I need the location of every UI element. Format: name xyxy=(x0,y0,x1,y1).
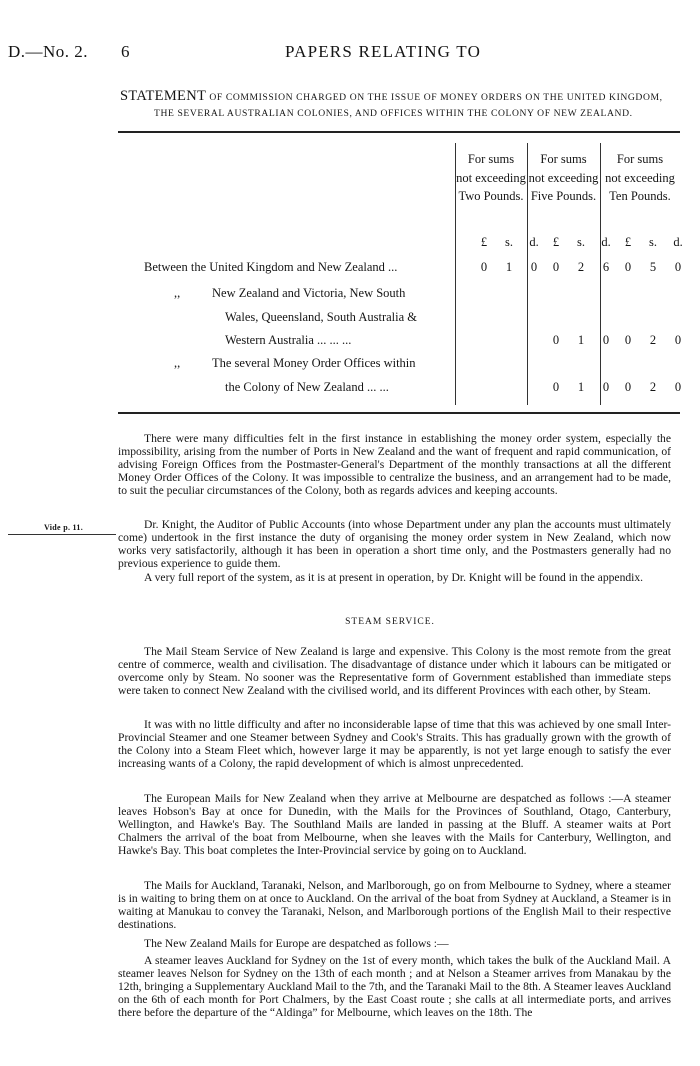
pence-value: 0 xyxy=(602,380,610,394)
paragraph-text: A very full report of the system, as it is at present in operation, by Dr. Knight will be found in the appendix. xyxy=(144,571,644,584)
pence-value: 0 xyxy=(674,380,682,394)
pounds-value: 0 xyxy=(480,260,488,274)
ditto-mark: ,, xyxy=(174,286,181,300)
amount-cell xyxy=(620,333,686,348)
table-row-label: The several Money Order Offices within xyxy=(212,356,416,370)
column-header-line: For sums xyxy=(540,152,587,166)
shillings-value: 2 xyxy=(649,380,657,394)
money-units-col1 xyxy=(476,235,542,250)
pound-unit: £ xyxy=(552,235,560,249)
table-row-label: New Zealand and Victoria, New South xyxy=(212,286,406,300)
shillings-value: 2 xyxy=(577,260,585,274)
paragraph-text: Dr. Knight, the Auditor of Public Accounts (into whose Department under any plan the accounts must ultimately come) undertook in the first instance the duty of organising the money order system in New Zealand, which now works very satisfactorily, although it has been in operation a short time only, and the Postmasters generally had no previous experience to guide them. xyxy=(118,518,671,571)
paragraph-auckland-mails xyxy=(118,879,671,931)
column-header-line: not exceeding xyxy=(605,170,675,185)
paragraph-dr-knight xyxy=(118,518,671,570)
pence-unit: d. xyxy=(673,235,683,249)
amount-cell xyxy=(548,333,614,348)
shilling-unit: s. xyxy=(505,235,513,249)
shillings-value: 5 xyxy=(649,260,657,274)
pounds-value: 0 xyxy=(624,333,632,347)
pence-unit: d. xyxy=(601,235,611,249)
column-header-line: Five Pounds. xyxy=(530,189,597,203)
statement-heading-line1 xyxy=(120,88,680,105)
pence-value: 0 xyxy=(674,260,682,274)
pound-unit: £ xyxy=(624,235,632,249)
document-reference: D.—No. 2. xyxy=(8,42,89,61)
paragraph-mail-steam-service xyxy=(118,645,671,697)
amount-cell xyxy=(620,260,686,275)
amount-cell xyxy=(620,380,686,395)
column-header-line: Two Pounds. xyxy=(458,189,524,203)
table-row-label: Wales, Queensland, South Australia & xyxy=(225,310,418,324)
shillings-value: 1 xyxy=(505,260,513,274)
table-bottom-rule xyxy=(118,412,680,414)
paragraph-text: The European Mails for New Zealand when they arrive at Melbourne are despatched as follows :—A steamer leaves Hobson's Bay at once for Dunedin, with the Mails for the Provinces of Southland, Otago, Canterbury, Wellington, and Hawke's Bay. The Southland Mails are landed in passing at the Bluff. A steamer waits at Port Chalmers the arrival of the boat from Melbourne, when she leaves with the Mails for Canterbury, Wellington, and Hawke's Bay. This boat completes the Inter-Provincial service by going on to Auckland. xyxy=(118,792,671,858)
paragraph-europe-despatch xyxy=(118,937,671,950)
running-title: PAPERS RELATING TO xyxy=(285,42,482,61)
pound-unit: £ xyxy=(480,235,488,249)
pounds-value: 0 xyxy=(552,333,560,347)
paragraph-appendix xyxy=(118,571,671,584)
marginal-note-rule xyxy=(8,534,116,535)
column-header-line: For sums xyxy=(467,152,515,166)
ditto-mark: ,, xyxy=(174,356,181,370)
paragraph-auckland-steamer xyxy=(118,954,671,1019)
column-header-line: not exceeding xyxy=(528,170,599,185)
paragraph-inter-provincial xyxy=(118,718,671,770)
amount-cell xyxy=(548,260,614,275)
amount-cell xyxy=(476,260,542,275)
marginal-note: Vide p. 11. xyxy=(44,523,84,532)
pence-value: 0 xyxy=(602,333,610,347)
shillings-value: 1 xyxy=(577,380,585,394)
paragraph-european-mails xyxy=(118,792,671,857)
column-header-line: not exceeding xyxy=(456,170,526,185)
shillings-value: 2 xyxy=(649,333,657,347)
statement-lead-word: STATEMENT xyxy=(120,88,207,104)
paragraph-money-order-difficulties xyxy=(118,432,671,497)
shilling-unit: s. xyxy=(649,235,657,249)
pence-value: 0 xyxy=(674,333,682,347)
paragraph-text: It was with no little difficulty and after no inconsiderable lapse of time that this was achieved by one small Inter-Provincial Steamer and one Steamer between Sydney and Cook's Straits. This has gradually grown with the growth of the Colony into a Steam Fleet which, however large it may be apparently, is not yet large enough to satisfy the ever increasing wants of a Colony, the rapid development of which is almost unprecedented. xyxy=(118,718,671,771)
pounds-value: 0 xyxy=(552,260,560,274)
column-header-two-pounds xyxy=(455,150,527,206)
column-header-ten-pounds xyxy=(600,150,680,206)
column-header-five-pounds xyxy=(527,150,600,206)
paragraph-text: A steamer leaves Auckland for Sydney on the 1st of every month, which takes the bulk of the Auckland Mail. A steamer leaves Nelson for Sydney on the 13th of each month ; and at Nelson a Steamer arrives from Manakau by the 12th, bringing a Supplementary Auckland Mail to the 7th, and the Taranaki Mail to the 8th. A Steamer leaves Auckland on the 6th of each month for Port Chalmers, by the East Coast route ; she calls at all intermediate ports, and arrives there before the departure of the “Aldinga” for Melbourne, which leaves on the 18th. The xyxy=(118,954,671,1020)
paragraph-text: The Mail Steam Service of New Zealand is large and expensive. This Colony is the most remote from the great centre of commerce, wealth and civilisation. The disadvantage of distance under which it labours can be mitigated or overcome only by Steam. No sooner was the Representative form of Government established than immediate steps were taken to connect New Zealand with the civilised world, and its different Provinces with each other, by Steam. xyxy=(118,645,671,698)
table-row-label: the Colony of New Zealand ... ... xyxy=(225,380,389,394)
page-number: 6 xyxy=(121,42,130,61)
column-header-line: Ten Pounds. xyxy=(609,189,671,203)
money-units-col2 xyxy=(548,235,614,250)
section-subheading: STEAM SERVICE. xyxy=(345,617,435,627)
table-row-label: Between the United Kingdom and New Zealand ... xyxy=(144,260,398,274)
paragraph-text: There were many difficulties felt in the first instance in establishing the money order system, especially the impossibility, arising from the number of Ports in New Zealand and the want of frequent and rapid communication, of advising Foreign Offices from the Postmaster-General's Department of the monthly transactions at all the different Money Order Offices of the Colony. It was impossible to centralize the business, and an arrangement had to be made, to suit the peculiar circumstances of the Colony, both as regards advices and keeping accounts. xyxy=(118,432,671,498)
column-header-line: For sums xyxy=(616,152,664,166)
pence-value: 6 xyxy=(602,260,610,274)
table-row-label: Western Australia ... ... ... xyxy=(225,333,352,347)
shillings-value: 1 xyxy=(577,333,585,347)
pounds-value: 0 xyxy=(624,260,632,274)
pounds-value: 0 xyxy=(552,380,560,394)
pence-value: 0 xyxy=(530,260,538,274)
amount-cell xyxy=(548,380,614,395)
statement-heading-rest: OF COMMISSION CHARGED ON THE ISSUE OF MONEY ORDERS ON THE UNITED KINGDOM, xyxy=(209,92,663,103)
table-top-rule xyxy=(118,131,680,133)
shilling-unit: s. xyxy=(577,235,585,249)
pence-unit: d. xyxy=(529,235,539,249)
statement-heading-line2: THE SEVERAL AUSTRALIAN COLONIES, AND OFFICES WITHIN THE COLONY OF NEW ZEALAND. xyxy=(154,108,633,119)
paragraph-text: The New Zealand Mails for Europe are despatched as follows :— xyxy=(144,937,449,950)
pounds-value: 0 xyxy=(624,380,632,394)
paragraph-text: The Mails for Auckland, Taranaki, Nelson, and Marlborough, go on from Melbourne to Sydney, where a steamer is in waiting to bring them on at once to Auckland. On the arrival of the boat from Sydney at Auckland, a Steamer is in waiting at Manukau to convey the Taranaki, Nelson, and Marlborough portions of the English Mail to their respective destinations. xyxy=(118,879,671,932)
money-units-col3 xyxy=(620,235,686,250)
